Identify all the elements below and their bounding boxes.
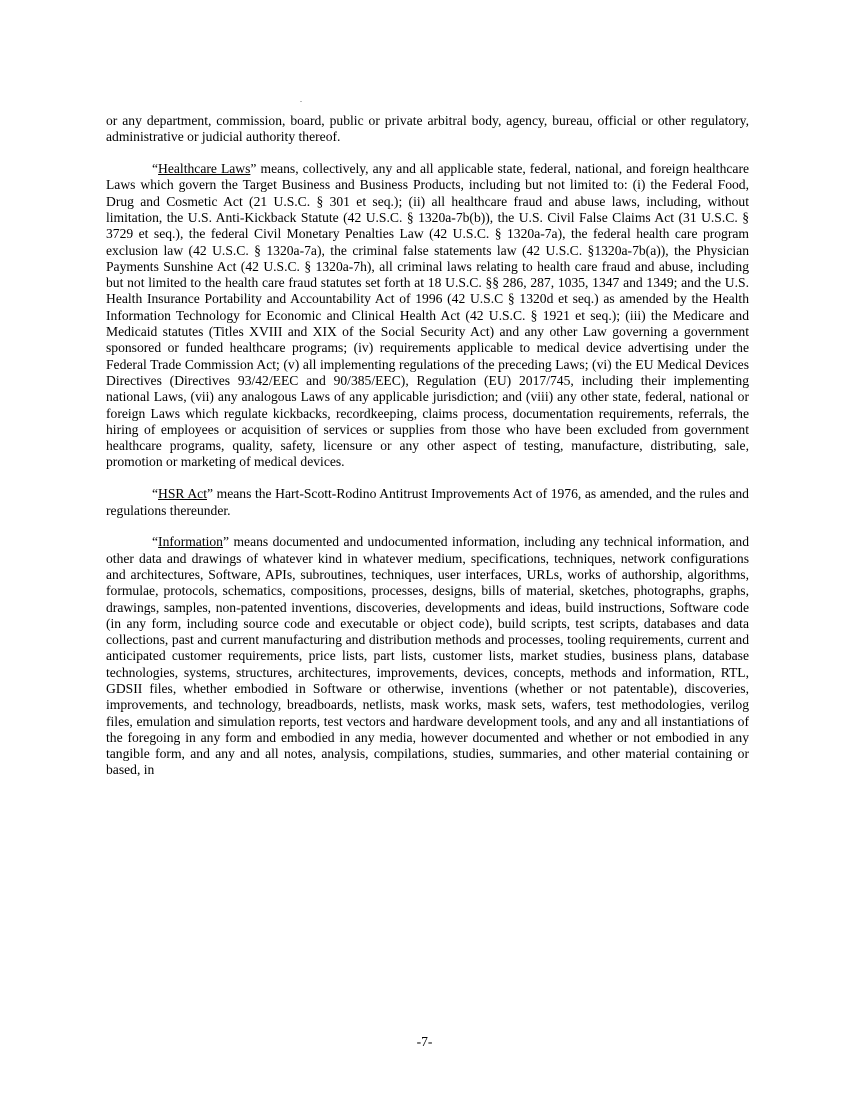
open-quote: “ <box>152 486 159 502</box>
close-quote: ” <box>222 534 230 550</box>
definition-hsr-act <box>106 486 749 519</box>
continuation-paragraph <box>106 113 749 146</box>
definition-body: means documented and undocumented information, including any technical information, and other data and drawings of whatever kind in whatever medium, specifications, techniques, network configurations and architectures, Software, APIs, subroutines, techniques, user interfaces, URLs, works of authorship, algorithms, formulae, protocols, schematics, compositions, processes, designs, bills of material, sketches, photographs, graphs, drawings, samples, non-patented inventions, discoveries, developments and ideas, build instructions, Software code (in any form, including source code and executable or object code), build scripts, test scripts, databases and data collections, past and current manufacturing and distribution methods and processes, tooling requirements, current and anticipated customer requirements, price lists, part lists, customer lists, market studies, business plans, database technologies, systems, structures, architectures, improvements, devices, concepts, methods and information, RTL, GDSII files, whether embodied in Software or otherwise, inventions (whether or not patentable), discoveries, improvements, and technology, breadboards, netlists, mask works, mask sets, wafers, test methodologies, verilog files, emulation and simulation reports, test vectors and hardware development tools, and any and all instantiations of the foregoing in any form and embodied in any media, however documented and whether or not embodied in any tangible form, and any and all notes, analysis, compilations, studies, summaries, and other material containing or based, in <box>106 534 749 778</box>
continuation-text: or any department, commission, board, public or private arbitral body, agency, bureau, official or other regulatory, administrative or judicial authority thereof. <box>106 113 749 145</box>
defined-term-healthcare-laws: Healthcare Laws <box>158 161 251 177</box>
definition-information <box>106 534 749 778</box>
defined-term-information: Information <box>158 534 223 550</box>
close-quote: ” <box>250 161 257 177</box>
page-number: -7- <box>416 1034 433 1049</box>
definition-healthcare-laws <box>106 161 749 471</box>
defined-term-hsr-act: HSR Act <box>158 486 207 502</box>
definition-body: means, collectively, any and all applicable state, federal, national, and foreign healthcare Laws which govern the Target Business and Business Products, including but not limited to: (i) the Federal Food, Drug and Cosmetic Act (21 U.S.C. § 301 et seq.); (ii) all healthcare fraud and abuse laws, including, without limitation, the U.S. Anti-Kickback Statute (42 U.S.C. § 1320a-7b(b)), the U.S. Civil False Claims Act (31 U.S.C. § 3729 et seq.), the federal Civil Monetary Penalties Law (42 U.S.C. § 1320a-7a), the federal health care program exclusion law (42 U.S.C. § 1320a-7a), the criminal false statements law (42 U.S.C. §1320a-7b(a)), the Physician Payments Sunshine Act (42 U.S.C. § 1320a-7h), all criminal laws relating to health care fraud and abuse, including but not limited to the health care fraud statutes set forth at 18 U.S.C. §§ 286, 287, 1035, 1347 and 1349; and the U.S. Health Insurance Portability and Accountability Act of 1996 (42 U.S.C § 1320d et seq.) as amended by the Health Information Technology for Economic and Clinical Health Act (42 U.S.C. § 1921 et seq.); (iii) the Medicare and Medicaid statutes (Titles XVIII and XIX of the Social Security Act) and any other Law governing a government sponsored or funded healthcare programs; (iv) requirements applicable to medical device advertising under the Federal Trade Commission Act; (v) all implementing regulations of the preceding Laws; (vi) the EU Medical Devices Directives (Directives 93/42/EEC and 90/385/EEC), Regulation (EU) 2017/745, including their implementing national Laws, (vii) any analogous Laws of any applicable jurisdiction; and (viii) any other state, federal, national or foreign Laws which regulate kickbacks, recordkeeping, claims process, documentation requirements, referrals, the hiring of employees or acquisition of services or supplies from those who have been excluded from government healthcare programs, quality, safety, licensure or any other aspect of testing, manufacture, distributing, sale, promotion or marketing of medical devices. <box>106 161 750 470</box>
document-body <box>106 113 749 794</box>
scan-artifact-dot <box>300 101 302 102</box>
open-quote: “ <box>152 161 159 177</box>
definition-body: means the Hart-Scott-Rodino Antitrust Improvements Act of 1976, as amended, and the rules and regulations thereunder. <box>106 486 749 518</box>
open-quote: “ <box>152 534 159 550</box>
close-quote: ” <box>206 486 214 502</box>
